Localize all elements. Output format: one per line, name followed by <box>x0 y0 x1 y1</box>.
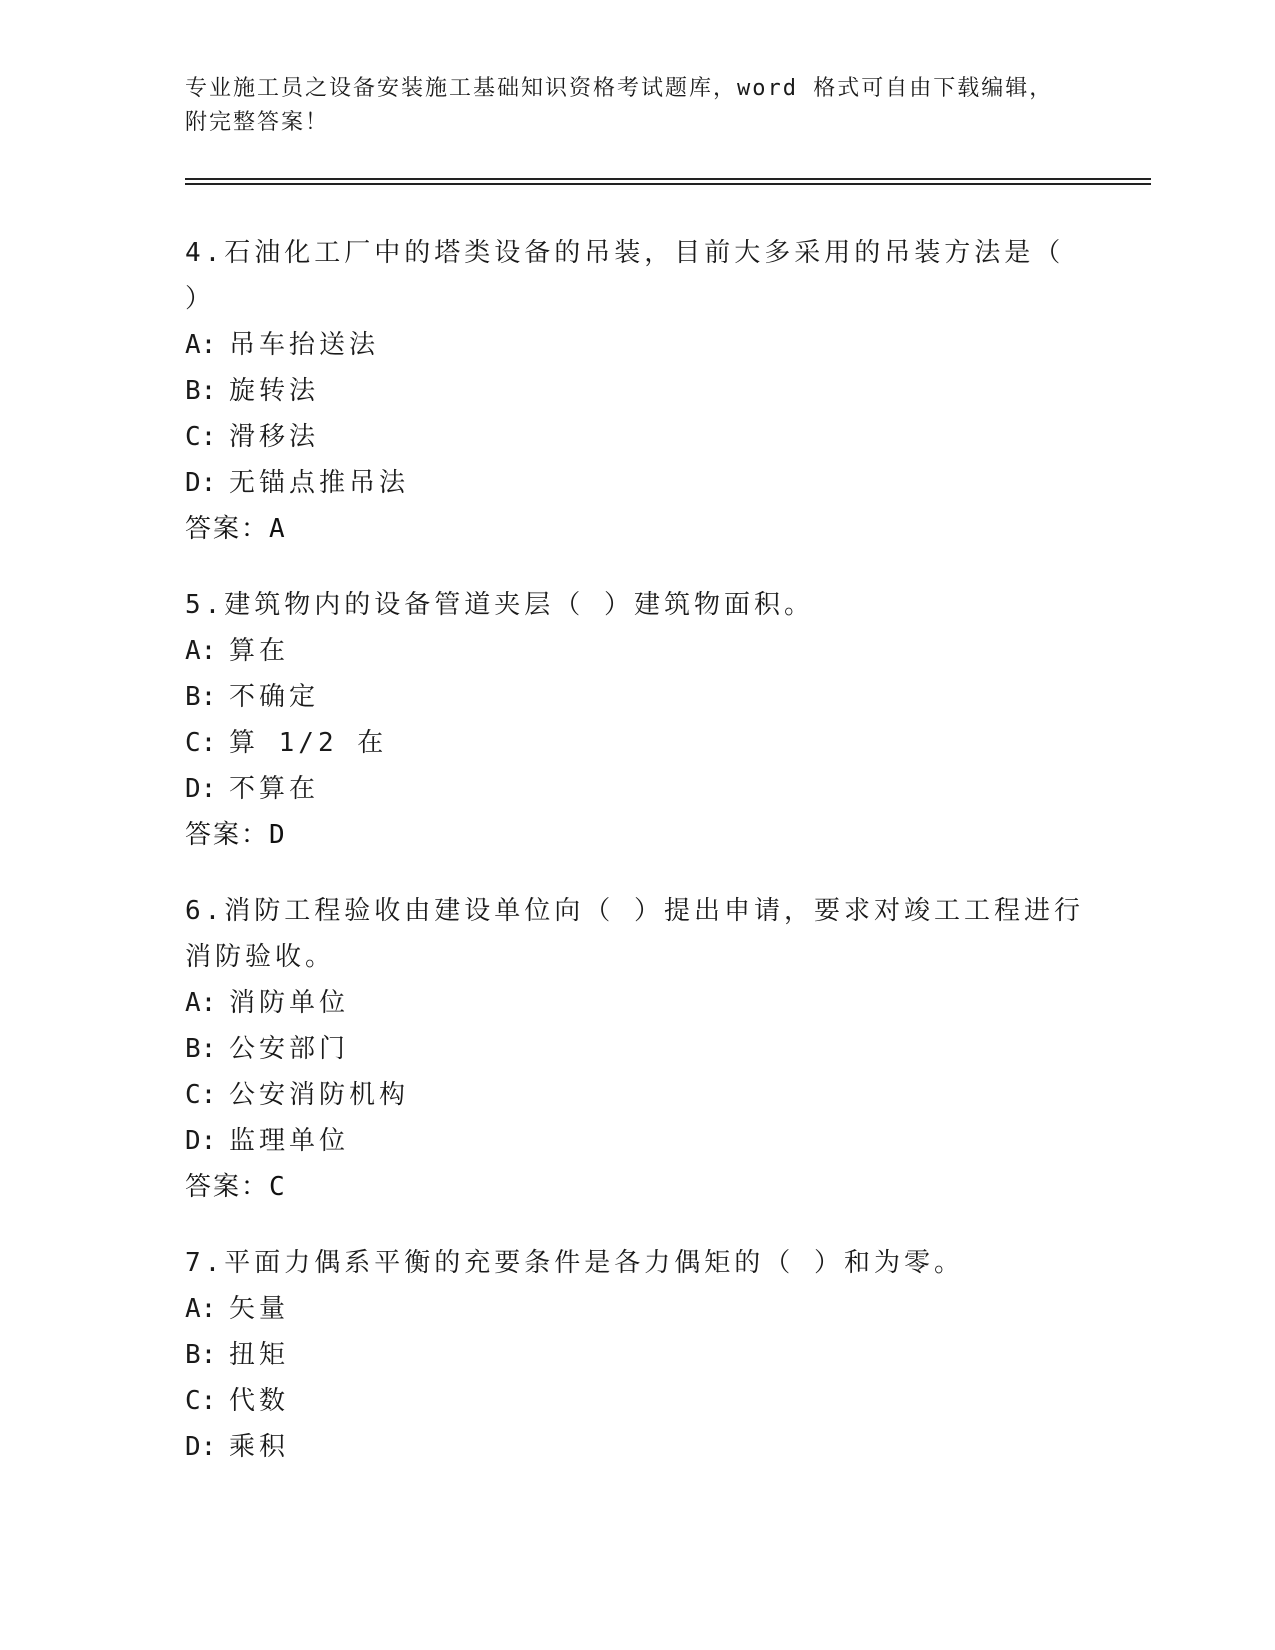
question-stem: 6.消防工程验收由建设单位向（ ）提出申请，要求对竣工工程进行消防验收。 <box>185 896 1084 972</box>
option-key: B: <box>185 1034 217 1064</box>
option-a <box>185 1286 1085 1332</box>
option-key: C: <box>185 728 217 758</box>
option-d <box>185 1118 1085 1164</box>
option-d <box>185 1424 1085 1470</box>
option-c <box>185 414 1085 460</box>
option-text: 算在 <box>229 636 290 666</box>
option-key: C: <box>185 422 217 452</box>
option-c <box>185 720 1085 766</box>
option-text: 算 1/2 在 <box>229 728 388 758</box>
option-b <box>185 674 1085 720</box>
option-text: 公安部门 <box>229 1034 350 1064</box>
option-key: A: <box>185 636 217 666</box>
question-stem: 7.平面力偶系平衡的充要条件是各力偶矩的（ ）和为零。 <box>185 1248 964 1278</box>
answer-line <box>185 506 1085 552</box>
option-a <box>185 980 1085 1026</box>
option-key: D: <box>185 774 217 804</box>
question-list <box>185 230 1085 1500</box>
option-b <box>185 1026 1085 1072</box>
option-b <box>185 368 1085 414</box>
header-divider-top <box>185 178 1151 180</box>
question-item <box>185 1240 1085 1470</box>
option-c <box>185 1378 1085 1424</box>
answer-line <box>185 1164 1085 1210</box>
option-d <box>185 460 1085 506</box>
question-item <box>185 888 1085 1210</box>
option-key: C: <box>185 1386 217 1416</box>
option-text: 乘积 <box>229 1432 290 1462</box>
option-c <box>185 1072 1085 1118</box>
option-text: 代数 <box>229 1386 290 1416</box>
header-line-1: 专业施工员之设备安装施工基础知识资格考试题库，word 格式可自由下载编辑， <box>185 76 1054 101</box>
option-key: B: <box>185 682 217 712</box>
answer-label: 答案： <box>185 1172 270 1202</box>
header-divider-bottom <box>185 183 1151 185</box>
answer-label: 答案： <box>185 514 270 544</box>
question-stem: 5.建筑物内的设备管道夹层（ ）建筑物面积。 <box>185 590 814 620</box>
answer-value: D <box>269 820 287 850</box>
option-text: 无锚点推吊法 <box>229 468 410 498</box>
option-d <box>185 766 1085 812</box>
option-text: 扭矩 <box>229 1340 290 1370</box>
option-a <box>185 628 1085 674</box>
document-header <box>185 72 1085 140</box>
option-b <box>185 1332 1085 1378</box>
option-text: 滑移法 <box>229 422 320 452</box>
option-text: 监理单位 <box>229 1126 350 1156</box>
option-text: 不确定 <box>229 682 320 712</box>
option-text: 不算在 <box>229 774 320 804</box>
question-stem: 4.石油化工厂中的塔类设备的吊装，目前大多采用的吊装方法是（ ） <box>185 238 1065 314</box>
question-item <box>185 582 1085 858</box>
option-text: 公安消防机构 <box>229 1080 410 1110</box>
option-text: 吊车抬送法 <box>229 330 380 360</box>
option-key: D: <box>185 468 217 498</box>
option-text: 矢量 <box>229 1294 290 1324</box>
option-key: A: <box>185 330 217 360</box>
question-item <box>185 230 1085 552</box>
answer-value: A <box>269 514 287 544</box>
answer-label: 答案： <box>185 820 270 850</box>
option-key: D: <box>185 1126 217 1156</box>
header-line-2: 附完整答案！ <box>185 110 330 135</box>
option-a <box>185 322 1085 368</box>
option-text: 旋转法 <box>229 376 320 406</box>
option-key: D: <box>185 1432 217 1462</box>
option-text: 消防单位 <box>229 988 350 1018</box>
option-key: B: <box>185 376 217 406</box>
option-key: A: <box>185 988 217 1018</box>
answer-line <box>185 812 1085 858</box>
answer-value: C <box>269 1172 287 1202</box>
option-key: C: <box>185 1080 217 1110</box>
option-key: A: <box>185 1294 217 1324</box>
option-key: B: <box>185 1340 217 1370</box>
